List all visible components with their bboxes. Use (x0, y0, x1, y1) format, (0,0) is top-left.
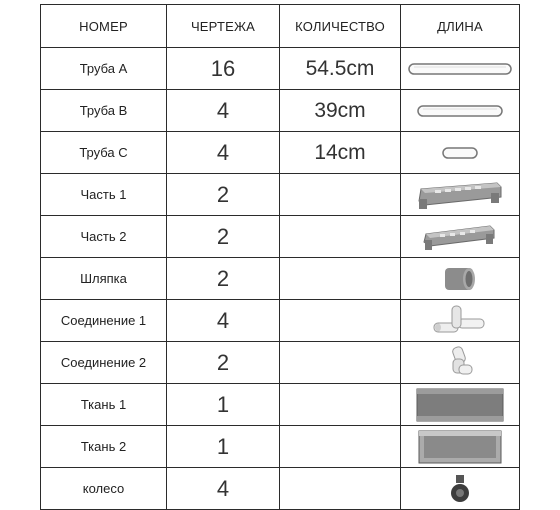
part-name: Труба А (41, 48, 167, 90)
table-row (41, 216, 520, 258)
part-image-cell (401, 300, 520, 342)
part-image-cell (401, 132, 520, 174)
tube-medium-icon (417, 104, 503, 118)
wheel-icon (445, 474, 475, 504)
table-row (41, 132, 520, 174)
part-image-cell (401, 468, 520, 510)
part-length: 54.5cm (280, 48, 401, 90)
table-row (41, 426, 520, 468)
part-name: Соединение 1 (41, 300, 167, 342)
header-drawing: ЧЕРТЕЖА (167, 5, 280, 48)
part-image-cell (401, 90, 520, 132)
header-number: НОМЕР (41, 5, 167, 48)
part-qty: 1 (167, 426, 280, 468)
part-length (280, 258, 401, 300)
part-length (280, 216, 401, 258)
part-length (280, 384, 401, 426)
part-image-cell (401, 174, 520, 216)
part-length: 39cm (280, 90, 401, 132)
part-qty: 1 (167, 384, 280, 426)
part-name: Ткань 2 (41, 426, 167, 468)
part-name: Шляпка (41, 258, 167, 300)
tube-short-icon (442, 146, 478, 160)
bracket-part-icon (415, 179, 505, 211)
part-qty: 2 (167, 174, 280, 216)
bracket-part-icon (422, 222, 498, 252)
header-length: ДЛИНА (401, 5, 520, 48)
part-image-cell (401, 258, 520, 300)
fabric-panel-icon (418, 430, 502, 464)
part-length (280, 468, 401, 510)
table-row (41, 258, 520, 300)
part-image-cell (401, 342, 520, 384)
part-qty: 4 (167, 132, 280, 174)
part-length (280, 174, 401, 216)
table-row (41, 384, 520, 426)
header-quantity: КОЛИЧЕСТВО (280, 5, 401, 48)
part-qty: 4 (167, 90, 280, 132)
table-row (41, 174, 520, 216)
part-qty: 2 (167, 342, 280, 384)
part-qty: 16 (167, 48, 280, 90)
part-name: Часть 2 (41, 216, 167, 258)
cap-icon (443, 263, 477, 295)
part-length (280, 342, 401, 384)
part-name: Часть 1 (41, 174, 167, 216)
part-qty: 2 (167, 216, 280, 258)
header-row (41, 5, 520, 48)
part-name: Соединение 2 (41, 342, 167, 384)
parts-table (40, 4, 520, 510)
part-qty: 2 (167, 258, 280, 300)
fabric-panel-icon (416, 388, 504, 422)
table-row (41, 48, 520, 90)
table-row (41, 300, 520, 342)
part-length: 14cm (280, 132, 401, 174)
tube-long-icon (408, 62, 512, 76)
part-qty: 4 (167, 300, 280, 342)
part-length (280, 426, 401, 468)
part-name: колесо (41, 468, 167, 510)
part-name: Ткань 1 (41, 384, 167, 426)
table-row (41, 342, 520, 384)
part-name: Труба С (41, 132, 167, 174)
connector-angle-icon (445, 345, 475, 381)
part-qty: 4 (167, 468, 280, 510)
part-image-cell (401, 426, 520, 468)
part-image-cell (401, 48, 520, 90)
part-image-cell (401, 384, 520, 426)
table-row (41, 90, 520, 132)
part-image-cell (401, 216, 520, 258)
connector-tee-icon (430, 303, 490, 339)
part-length (280, 300, 401, 342)
part-name: Труба В (41, 90, 167, 132)
table-row (41, 468, 520, 510)
